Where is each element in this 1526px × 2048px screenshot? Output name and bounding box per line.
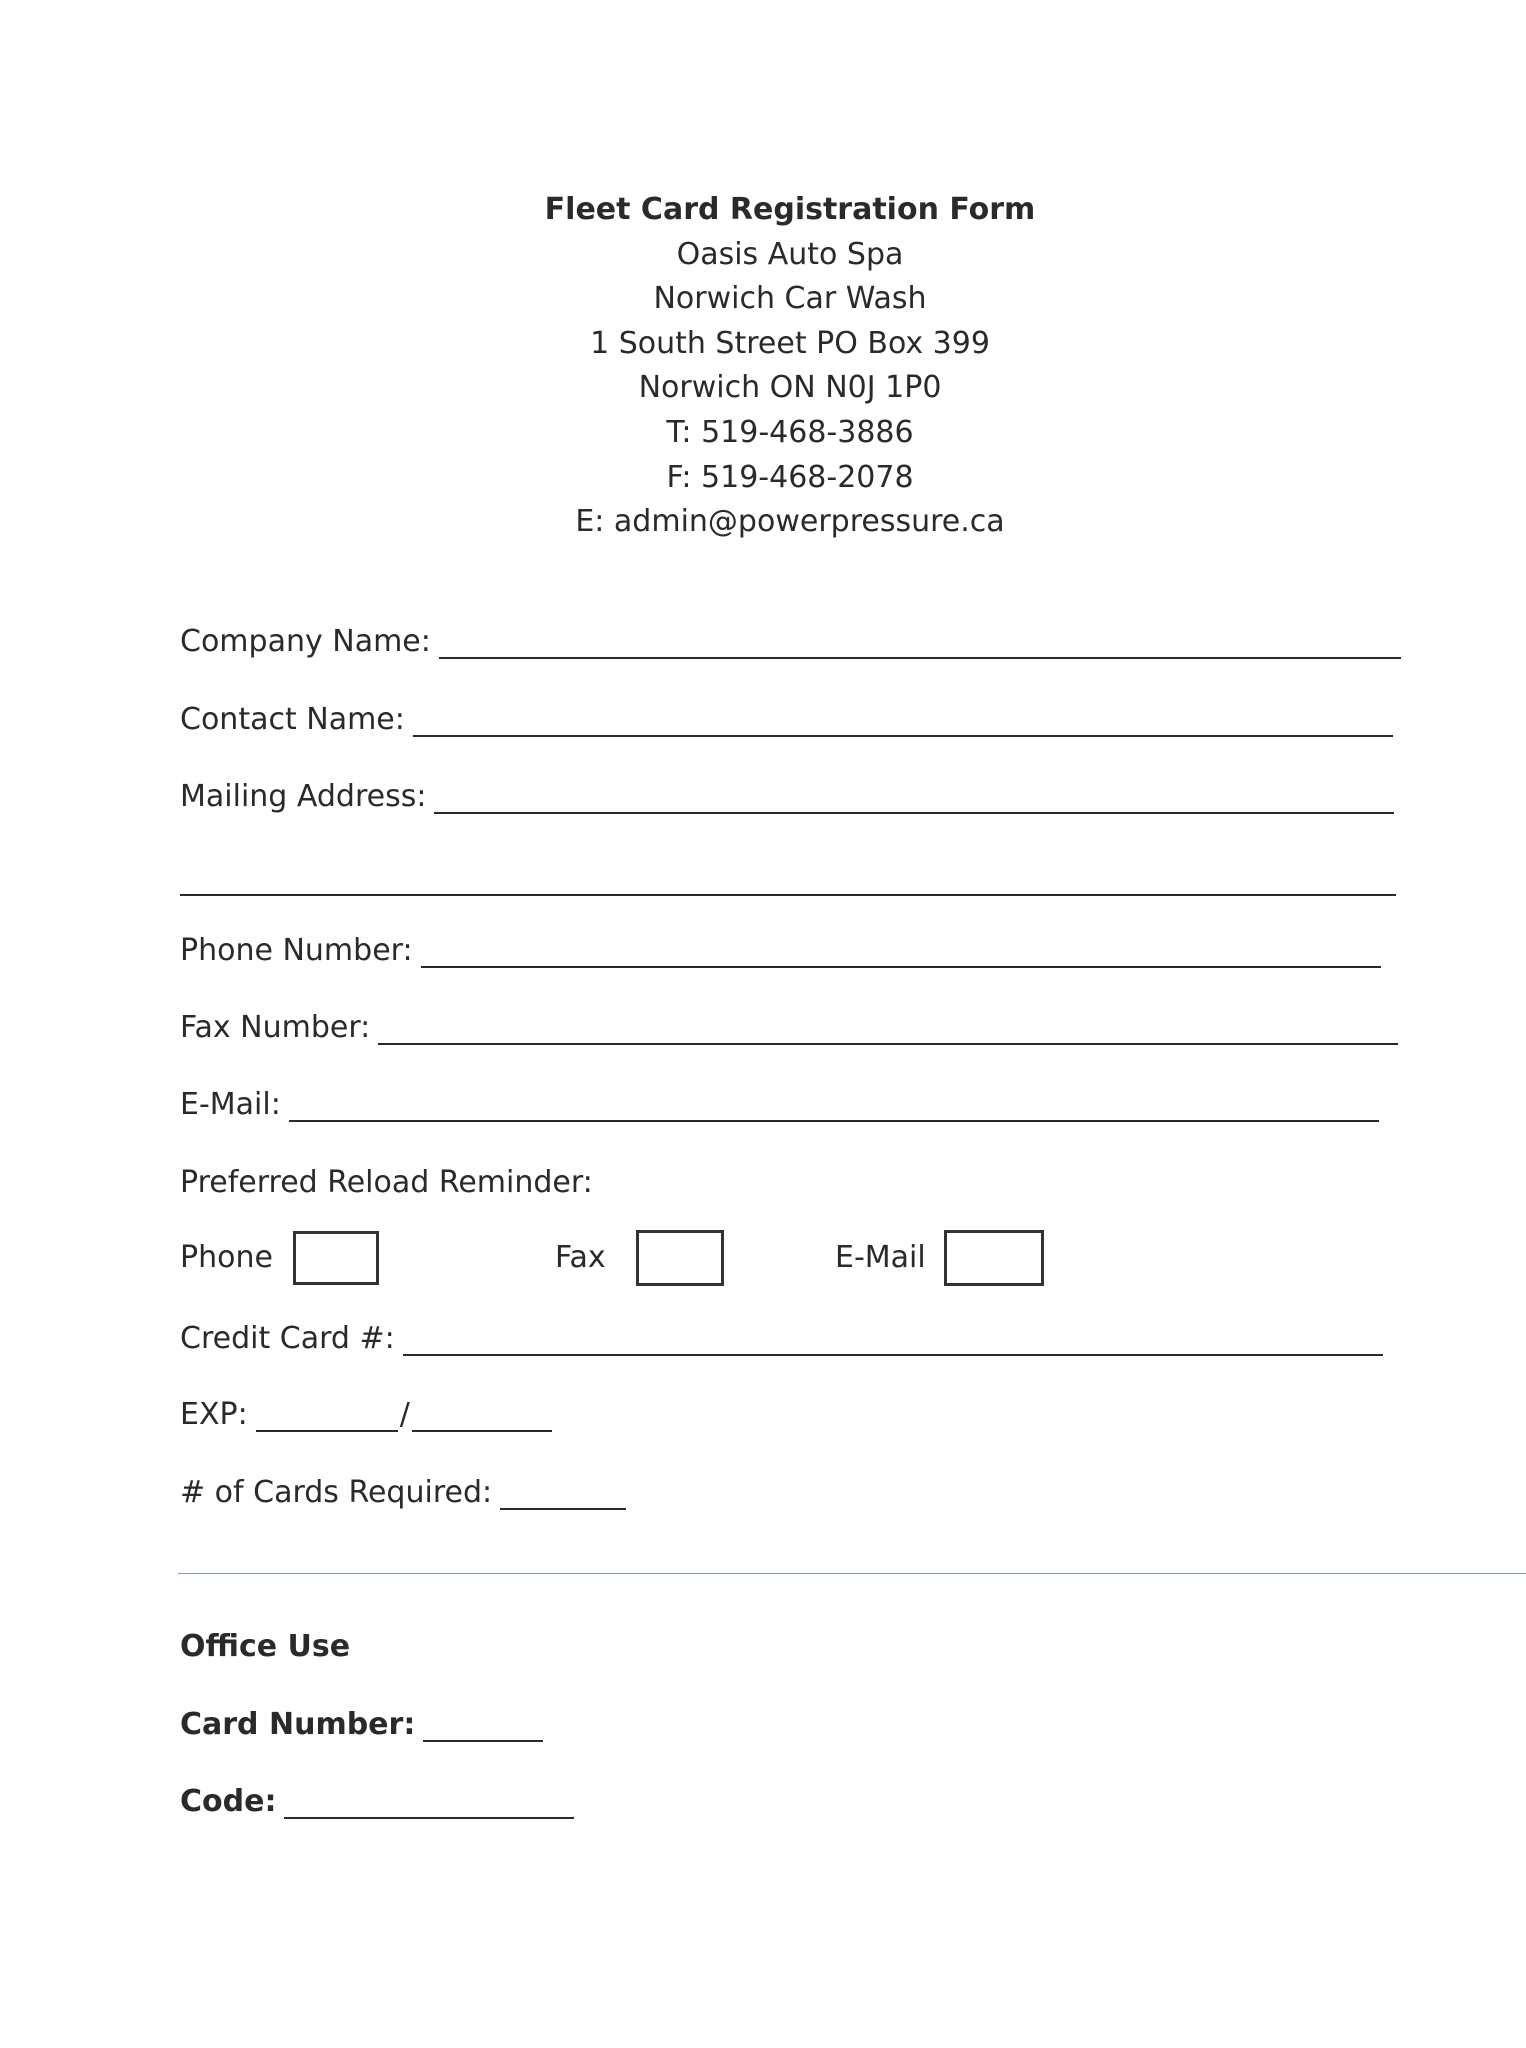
fax-number-row <box>180 1011 1398 1045</box>
option-phone-checkbox[interactable] <box>293 1231 379 1285</box>
phone-number-field[interactable] <box>421 936 1381 968</box>
credit-card-field[interactable] <box>403 1324 1383 1356</box>
credit-card-row <box>180 1322 1383 1356</box>
email-label: E-Mail: <box>180 1087 281 1122</box>
fax-number-field[interactable] <box>378 1013 1398 1045</box>
email-row <box>180 1088 1379 1122</box>
option-phone-label: Phone <box>180 1240 273 1275</box>
exp-month-field[interactable] <box>256 1400 398 1432</box>
email-field[interactable] <box>289 1090 1379 1122</box>
form-header <box>0 188 1526 545</box>
card-number-row <box>180 1708 543 1742</box>
card-number-label: Card Number: <box>180 1707 416 1742</box>
mailing-address-row <box>180 780 1394 814</box>
option-fax-label: Fax <box>555 1240 606 1275</box>
contact-name-field[interactable] <box>413 705 1393 737</box>
reload-reminder-row <box>180 1166 593 1200</box>
email-contact: E: admin@powerpressure.ca <box>575 504 1005 540</box>
reload-reminder-label: Preferred Reload Reminder: <box>180 1165 593 1200</box>
exp-label: EXP: <box>180 1397 248 1432</box>
mailing-address-field[interactable] <box>434 782 1394 814</box>
code-row <box>180 1785 574 1819</box>
phone-number-row <box>180 934 1381 968</box>
fax: F: 519-468-2078 <box>666 459 914 495</box>
cards-required-row <box>180 1476 626 1510</box>
contact-name-label: Contact Name: <box>180 702 405 737</box>
business-subtitle: Norwich Car Wash <box>653 281 927 317</box>
mailing-address-field-line2[interactable] <box>180 894 1396 896</box>
option-email-checkbox[interactable] <box>944 1230 1044 1286</box>
option-email-label: E-Mail <box>835 1240 926 1275</box>
exp-row <box>180 1398 552 1432</box>
section-divider <box>178 1573 1526 1574</box>
exp-year-field[interactable] <box>412 1400 552 1432</box>
company-name-row <box>180 625 1401 659</box>
code-label: Code: <box>180 1784 277 1819</box>
contact-name-row <box>180 703 1393 737</box>
business-name: Oasis Auto Spa <box>676 236 904 272</box>
office-use-title: Office Use <box>180 1629 351 1664</box>
code-field[interactable] <box>284 1787 574 1819</box>
option-phone <box>180 1228 379 1288</box>
street-address: 1 South Street PO Box 399 <box>590 325 990 361</box>
phone-number-label: Phone Number: <box>180 933 413 968</box>
fax-number-label: Fax Number: <box>180 1010 371 1045</box>
office-use-heading-row <box>180 1630 350 1664</box>
company-name-label: Company Name: <box>180 624 431 659</box>
option-fax-checkbox[interactable] <box>636 1230 724 1286</box>
card-number-field[interactable] <box>423 1710 543 1742</box>
company-name-field[interactable] <box>439 627 1401 659</box>
exp-separator: / <box>399 1397 410 1432</box>
cards-required-field[interactable] <box>500 1478 626 1510</box>
telephone: T: 519-468-3886 <box>666 414 914 450</box>
reload-reminder-options <box>180 1228 1100 1288</box>
option-fax <box>555 1228 724 1288</box>
cards-required-label: # of Cards Required: <box>180 1475 493 1510</box>
form-title: Fleet Card Registration Form <box>544 192 1036 227</box>
credit-card-label: Credit Card #: <box>180 1321 395 1356</box>
city-postal: Norwich ON N0J 1P0 <box>638 370 942 406</box>
mailing-address-label: Mailing Address: <box>180 779 427 814</box>
option-email <box>835 1228 1044 1288</box>
